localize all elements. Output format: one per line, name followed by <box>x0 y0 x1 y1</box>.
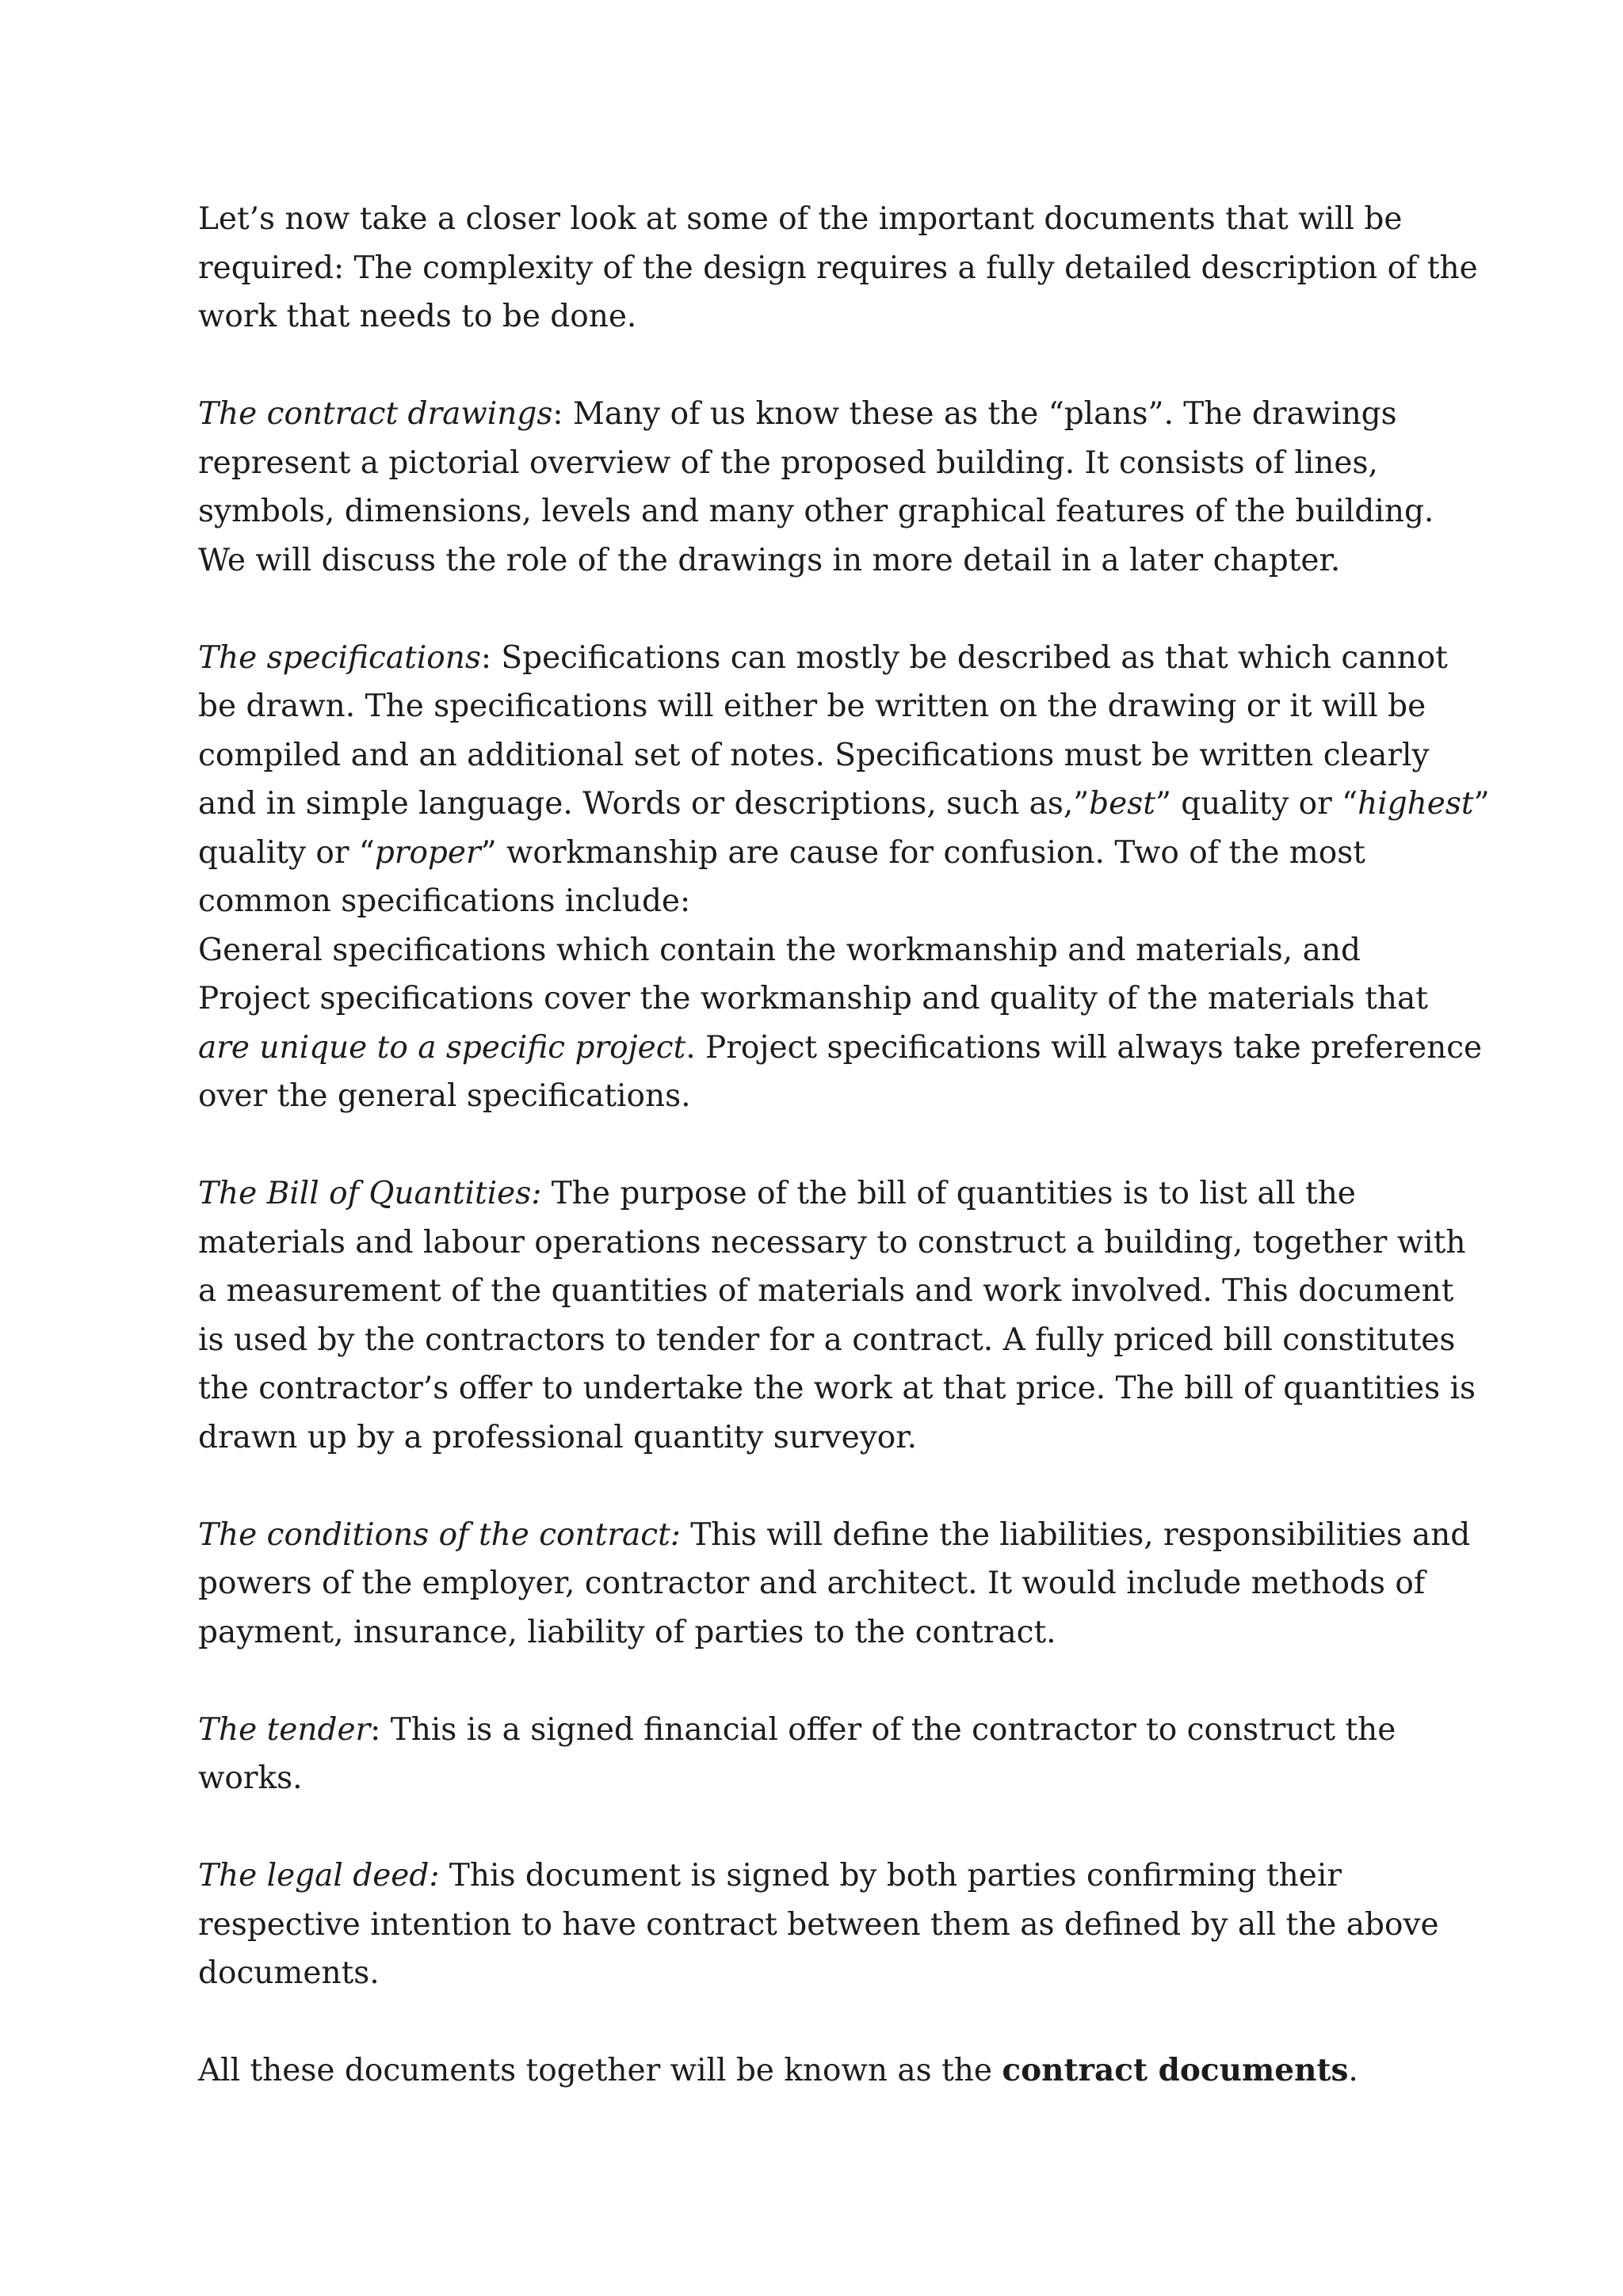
contract-documents-term: contract documents <box>1002 2052 1349 2088</box>
contract-drawings-paragraph <box>198 390 1450 585</box>
text-line: required: The complexity of the design requires a fully detailed description of the <box>198 250 1478 286</box>
text-line: General specifications which contain the workmanship and materials, and <box>198 932 1361 968</box>
specifications-paragraph <box>198 634 1490 1121</box>
bill-of-quantities-paragraph <box>198 1169 1476 1462</box>
legal-deed-paragraph <box>198 1852 1450 1998</box>
conditions-of-contract-paragraph <box>198 1511 1471 1657</box>
text-line: Let’s now take a closer look at some of the important documents that will be <box>198 201 1403 237</box>
text-line: be drawn. The specifications will either be written on the drawing or it will be <box>198 688 1426 724</box>
text-line: The conditions of the contract: This will define the liabilities, responsibilities and <box>198 1516 1471 1553</box>
text-line: The specifications: Specifications can mostly be described as that which cannot <box>198 639 1448 676</box>
text-line: and in simple language. Words or descriptions, such as,”best” quality or “highest” <box>198 786 1490 822</box>
text-line: We will discuss the role of the drawings in more detail in a later chapter. <box>198 542 1341 578</box>
text-line: symbols, dimensions, levels and many other graphical features of the building. <box>198 494 1434 529</box>
legal-deed-heading: The legal deed: <box>198 1858 440 1894</box>
text-line: respective intention to have contract between them as defined by all the above <box>198 1906 1439 1943</box>
text-line: compiled and an additional set of notes. Specifications must be written clearly <box>198 737 1430 773</box>
text-line: All these documents together will be known as the contract documents. <box>198 2052 1358 2088</box>
text-line: over the general specifications. <box>198 1078 691 1114</box>
text-line: the contractor’s offer to undertake the work at that price. The bill of quantities is <box>198 1371 1476 1406</box>
text-line: materials and labour operations necessary to construct a building, together with <box>198 1224 1466 1261</box>
specifications-heading: The specifications <box>198 639 481 676</box>
text-line: The Bill of Quantities: The purpose of the bill of quantities is to list all the <box>198 1176 1356 1211</box>
text-line: documents. <box>198 1955 380 1991</box>
contract-drawings-heading: The contract drawings <box>198 396 553 432</box>
text-line: work that needs to be done. <box>198 299 637 334</box>
document-body <box>198 195 1490 2096</box>
conditions-of-contract-heading: The conditions of the contract: <box>198 1516 681 1553</box>
text-line: The legal deed: This document is signed by both parties confirming their <box>198 1858 1342 1894</box>
text-line: are unique to a specific project. Project specifications will always take preference <box>198 1029 1483 1066</box>
bill-of-quantities-heading: The Bill of Quantities: <box>198 1176 542 1211</box>
text-line: common specifications include: <box>198 883 691 919</box>
text-line: represent a pictorial overview of the proposed building. It consists of lines, <box>198 444 1378 481</box>
text-line: quality or “proper” workmanship are cause for confusion. Two of the most <box>198 834 1365 871</box>
intro-paragraph <box>198 195 1478 341</box>
text-line: powers of the employer, contractor and architect. It would include methods of <box>198 1566 1426 1601</box>
text-line: The tender: This is a signed financial offer of the contractor to construct the <box>198 1711 1396 1748</box>
text-line: drawn up by a professional quantity surveyor. <box>198 1419 917 1455</box>
text-line: a measurement of the quantities of materials and work involved. This document <box>198 1273 1454 1309</box>
closing-paragraph <box>198 2046 1450 2096</box>
text-line: works. <box>198 1760 303 1796</box>
text-line: is used by the contractors to tender for a contract. A fully priced bill constitutes <box>198 1322 1456 1358</box>
tender-paragraph <box>198 1706 1450 1803</box>
text-line: Project specifications cover the workmanship and quality of the materials that <box>198 981 1428 1016</box>
text-line: payment, insurance, liability of parties to the contract. <box>198 1614 1056 1650</box>
tender-heading: The tender <box>198 1711 371 1748</box>
text-line: The contract drawings: Many of us know these as the “plans”. The drawings <box>198 396 1397 432</box>
